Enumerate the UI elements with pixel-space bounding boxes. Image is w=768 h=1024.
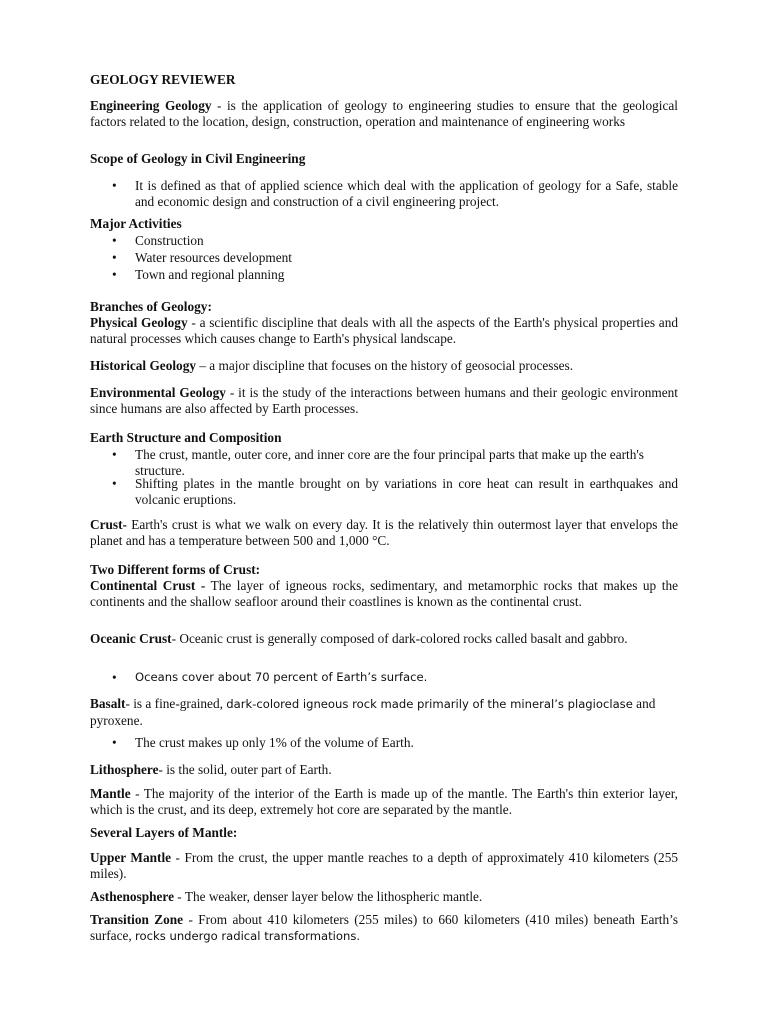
mantle-layers-heading: Several Layers of Mantle: [90, 825, 238, 840]
upper-mantle-text: - From the crust, the upper mantle reaches to a depth of approximately 410 kilometers (255 miles). [90, 850, 678, 881]
asthenosphere-term: Asthenosphere [90, 889, 174, 904]
basalt-bullet-item [90, 735, 678, 751]
scope-bullet-item [90, 178, 678, 210]
basalt-text-b: dark-colored igneous rock made primarily of the mineral’s plagioclase [226, 697, 633, 711]
upper-mantle-term: Upper Mantle [90, 850, 172, 865]
engineering-geology-text: - is the application of geology to engineering studies to ensure that the geological factors related to the location, design, construction, operation and maintenance of engineering works [90, 98, 678, 129]
continental-crust-term: Continental Crust - [90, 578, 206, 593]
lithosphere-text: - is the solid, outer part of Earth. [158, 762, 332, 777]
crust-text: Earth's crust is what we walk on every day. It is the relatively thin outermost layer that envelops the planet and has a temperature between 500 and 1,000 °C. [90, 517, 678, 548]
basalt-term: Basalt [90, 696, 126, 711]
asthenosphere-paragraph [90, 889, 678, 905]
bullet-icon: • [112, 447, 117, 462]
activity-item-label: Construction [135, 233, 204, 248]
earth-structure-bullet-1 [90, 447, 678, 479]
basalt-bullet-text: The crust makes up only 1% of the volume of Earth. [135, 735, 414, 750]
basalt-text-c: and pyroxene. [90, 696, 656, 728]
lithosphere-term: Lithosphere [90, 762, 159, 777]
activity-item-label: Water resources development [135, 250, 292, 265]
bullet-icon: • [112, 250, 117, 265]
historical-geology-paragraph [90, 358, 678, 374]
earth-structure-bullet-2 [90, 476, 678, 508]
crust-term: Crust- [90, 517, 127, 532]
bullet-icon: • [112, 267, 117, 282]
asthenosphere-text: - The weaker, denser layer below the lithospheric mantle. [173, 889, 483, 904]
lithosphere-paragraph [90, 762, 678, 778]
oceanic-bullet-text: Oceans cover about 70 percent of Earth’s surface. [135, 670, 428, 684]
bullet-icon: • [112, 735, 117, 750]
environmental-geology-term: Environmental Geology [90, 385, 226, 400]
historical-geology-term: Historical Geology [90, 358, 196, 373]
environmental-geology-paragraph [90, 385, 678, 416]
bullet-icon: • [112, 233, 117, 248]
oceanic-crust-text: - Oceanic crust is generally composed of dark-colored rocks called basalt and gabbro. [171, 631, 628, 646]
physical-geology-text: - a scientific discipline that deals with all the aspects of the Earth's physical properties and natural processes which causes change to Earth's physical landscape. [90, 315, 678, 346]
continental-crust-text: The layer of igneous rocks, sedimentary, and metamorphic rocks that makes up the continents and the shallow seafloor around their coastlines is known as the continental crust. [90, 578, 678, 609]
oceanic-bullet-item [90, 670, 678, 686]
engineering-geology-paragraph [90, 98, 678, 129]
transition-zone-paragraph [90, 912, 678, 944]
transition-zone-text-b: rocks undergo radical transformations. [135, 928, 361, 943]
physical-geology-term: Physical Geology [90, 315, 188, 330]
upper-mantle-paragraph [90, 850, 678, 881]
bullet-icon: • [112, 476, 117, 491]
continental-crust-paragraph [90, 578, 678, 609]
mantle-paragraph [90, 786, 678, 817]
document-title: GEOLOGY REVIEWER [90, 72, 236, 87]
oceanic-crust-term: Oceanic Crust [90, 631, 172, 646]
bullet-icon: • [112, 178, 117, 193]
engineering-geology-term: Engineering Geology [90, 98, 212, 113]
earth-structure-bullet-1-text: The crust, mantle, outer core, and inner core are the four principal parts that make up the earth's structure. [135, 447, 644, 478]
basalt-text-a: - is a fine-grained, [125, 696, 227, 711]
list-item [90, 250, 678, 266]
list-item [90, 267, 678, 283]
branches-heading: Branches of Geology: [90, 299, 212, 314]
list-item [90, 233, 678, 249]
earth-structure-bullet-2-text: Shifting plates in the mantle brought on by variations in core heat can result in earthquakes and volcanic eruptions. [135, 476, 678, 507]
oceanic-crust-paragraph [90, 631, 678, 647]
transition-zone-text-a: - From about 410 kilometers (255 miles) to 660 kilometers (410 miles) beneath Earth’s surface, [90, 912, 678, 943]
physical-geology-paragraph [90, 315, 678, 346]
mantle-term: Mantle [90, 786, 131, 801]
major-activities-heading: Major Activities [90, 216, 182, 231]
scope-heading: Scope of Geology in Civil Engineering [90, 151, 306, 166]
crust-paragraph [90, 517, 678, 548]
basalt-paragraph [90, 696, 678, 728]
transition-zone-term: Transition Zone [90, 912, 184, 927]
earth-structure-heading: Earth Structure and Composition [90, 430, 282, 445]
historical-geology-text: – a major discipline that focuses on the history of geosocial processes. [196, 358, 574, 373]
activity-item-label: Town and regional planning [135, 267, 285, 282]
bullet-icon: • [112, 670, 117, 685]
two-forms-heading: Two Different forms of Crust: [90, 562, 261, 577]
mantle-text: - The majority of the interior of the Earth is made up of the mantle. The Earth's thin exterior layer, which is the crust, and its deep, extremely hot core are separated by the mantle. [90, 786, 678, 817]
environmental-geology-text: - it is the study of the interactions between humans and their geologic environment since humans are also affected by Earth processes. [90, 385, 678, 416]
scope-bullet-text: It is defined as that of applied science which deal with the application of geology for a Safe, stable and economic design and construction of a civil engineering project. [135, 178, 678, 209]
